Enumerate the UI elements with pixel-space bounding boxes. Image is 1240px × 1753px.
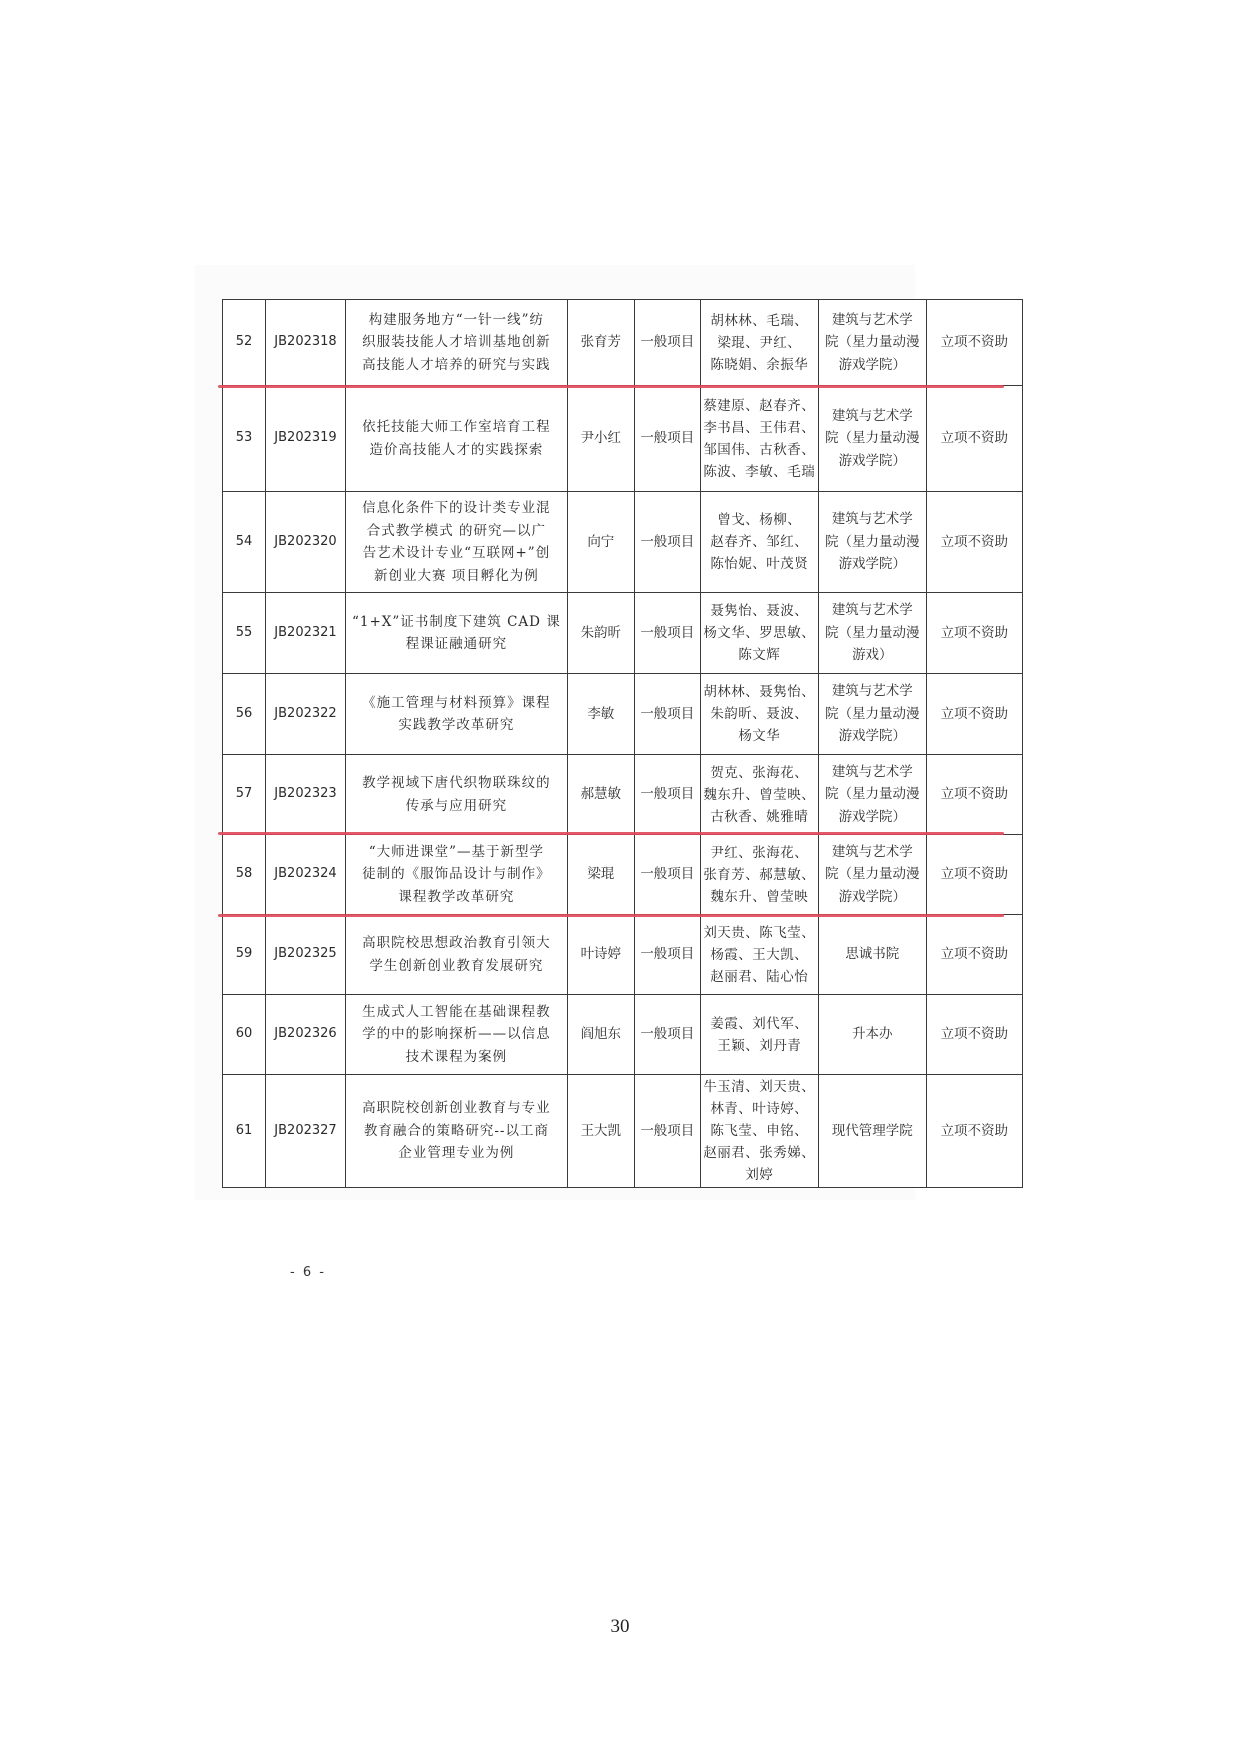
- row-number-cell: 58: [223, 835, 266, 915]
- project-title-line: 生成式人工智能在基础课程教: [362, 1003, 551, 1020]
- result-cell: 立项不资助: [926, 1075, 1022, 1188]
- row-number-cell: 56: [223, 674, 266, 755]
- project-members-cell: [700, 593, 818, 674]
- result-cell: 立项不资助: [926, 755, 1022, 835]
- project-members-line: 杨霞、王大凯、: [710, 946, 809, 963]
- row-number-cell: 57: [223, 755, 266, 835]
- project-members-line: 刘天贵、陈飞莹、: [703, 924, 816, 941]
- project-category-cell: 一般项目: [634, 674, 700, 755]
- department-line: 游戏学院）: [838, 888, 907, 905]
- project-members-line: 古秋香、姚雅晴: [710, 808, 809, 825]
- table-row: [223, 835, 1023, 915]
- project-title-line: 构建服务地方“一针一线”纺: [368, 311, 545, 328]
- table-row: [223, 300, 1023, 386]
- highlight-line-3: [218, 914, 1004, 917]
- project-members-line: 牛玉清、刘天贵、: [703, 1079, 816, 1095]
- project-title-line: 实践教学改革研究: [398, 717, 515, 733]
- project-code-cell: JB202327: [266, 1075, 346, 1188]
- project-title-line: 造价高技能人才的实践探索: [369, 441, 544, 458]
- project-title-cell: [346, 995, 568, 1075]
- project-table: [222, 299, 1023, 1188]
- project-members-line: 姜霞、刘代军、: [710, 1015, 809, 1032]
- project-members-line: 陈晓娟、余振华: [710, 356, 809, 373]
- project-title-line: 合式教学模式 的研究—以广: [366, 522, 547, 539]
- project-category-cell: 一般项目: [634, 386, 700, 492]
- project-leader-cell: 梁琨: [567, 835, 634, 915]
- project-members-line: 曾戈、杨柳、: [717, 512, 802, 528]
- department-cell: [818, 915, 926, 995]
- row-number-cell: 54: [223, 492, 266, 593]
- department-cell: [818, 835, 926, 915]
- project-title-cell: [346, 674, 568, 755]
- project-title-line: 课程教学改革研究: [398, 888, 515, 905]
- project-category-cell: 一般项目: [634, 593, 700, 674]
- project-title-line: 技术课程为案例: [405, 1048, 508, 1065]
- project-title-line: 企业管理专业为例: [398, 1145, 515, 1162]
- project-title-cell: [346, 1075, 568, 1188]
- project-members-line: 林青、叶诗婷、: [710, 1101, 809, 1117]
- department-cell: [818, 755, 926, 835]
- project-category-cell: 一般项目: [634, 1075, 700, 1188]
- project-title-line: 信息化条件下的设计类专业混: [362, 500, 551, 516]
- project-title-line: 程课证融通研究: [405, 636, 508, 652]
- project-members-cell: [700, 674, 818, 755]
- project-members-line: 刘婷: [745, 1167, 774, 1183]
- project-members-line: 尹红、张海花、: [710, 844, 809, 861]
- project-category-cell: 一般项目: [634, 995, 700, 1075]
- project-code-cell: JB202324: [266, 835, 346, 915]
- table-body: [223, 300, 1023, 1188]
- highlight-line-1: [218, 385, 1004, 388]
- department-line: 院（星力量动漫: [825, 624, 920, 641]
- row-number-cell: 55: [223, 593, 266, 674]
- project-title-cell: [346, 492, 568, 593]
- project-members-cell: [700, 300, 818, 386]
- project-members-cell: [700, 1075, 818, 1188]
- project-category-cell: 一般项目: [634, 300, 700, 386]
- project-title-line: 教育融合的策略研究--以工商: [363, 1122, 549, 1139]
- department-line: 建筑与艺术学: [831, 311, 913, 328]
- department-line: 院（星力量动漫: [825, 430, 920, 447]
- project-members-line: 陈怡妮、叶茂贤: [710, 556, 809, 572]
- table-row: [223, 755, 1023, 835]
- project-category-cell: 一般项目: [634, 835, 700, 915]
- project-code-cell: JB202319: [266, 386, 346, 492]
- project-code-cell: JB202321: [266, 593, 346, 674]
- project-members-line: 赵丽君、陆心怡: [710, 968, 809, 985]
- project-category-cell: 一般项目: [634, 915, 700, 995]
- project-code-cell: JB202325: [266, 915, 346, 995]
- result-cell: 立项不资助: [926, 915, 1022, 995]
- project-leader-cell: 阎旭东: [567, 995, 634, 1075]
- department-line: 院（星力量动漫: [825, 334, 920, 351]
- project-members-cell: [700, 995, 818, 1075]
- project-title-line: 织服装技能人才培训基地创新: [362, 334, 551, 351]
- project-title-line: 新创业大赛 项目孵化为例: [374, 567, 539, 584]
- project-members-line: 陈文辉: [738, 647, 781, 663]
- page-number: 30: [610, 1616, 630, 1637]
- result-cell: 立项不资助: [926, 674, 1022, 755]
- row-number-cell: 61: [223, 1075, 266, 1188]
- department-line: 院（星力量动漫: [825, 705, 920, 722]
- project-category-cell: 一般项目: [634, 755, 700, 835]
- department-line: 游戏学院）: [838, 556, 907, 573]
- project-members-line: 魏东升、曾莹映、: [703, 786, 816, 803]
- project-code-cell: JB202318: [266, 300, 346, 386]
- project-code-cell: JB202326: [266, 995, 346, 1075]
- project-members-cell: [700, 835, 818, 915]
- project-title-cell: [346, 593, 568, 674]
- department-line: 院（星力量动漫: [825, 786, 920, 803]
- table-row: [223, 492, 1023, 593]
- row-number-cell: 52: [223, 300, 266, 386]
- project-members-line: 王颖、刘丹青: [717, 1037, 802, 1054]
- department-line: 游戏）: [852, 647, 893, 664]
- project-members-line: 杨文华、罗思敏、: [703, 625, 816, 641]
- department-line: 建筑与艺术学: [831, 683, 913, 700]
- department-cell: [818, 995, 926, 1075]
- highlight-line-2: [218, 832, 1004, 835]
- project-members-line: 邹国伟、古秋香、: [703, 441, 816, 458]
- inner-page-number: - 6 -: [290, 1265, 326, 1280]
- project-title-cell: [346, 755, 568, 835]
- project-members-line: 胡林林、毛瑞、: [710, 312, 809, 329]
- department-line: 思诚书院: [845, 946, 900, 963]
- department-line: 院（星力量动漫: [825, 533, 920, 550]
- project-members-line: 陈波、李敏、毛瑞: [703, 463, 816, 480]
- department-cell: [818, 386, 926, 492]
- project-title-line: 高职院校创新创业教育与专业: [362, 1100, 551, 1117]
- project-title-line: 高职院校思想政治教育引领大: [362, 935, 551, 951]
- project-title-line: 《施工管理与材料预算》课程: [362, 694, 551, 711]
- result-cell: 立项不资助: [926, 386, 1022, 492]
- project-code-cell: JB202322: [266, 674, 346, 755]
- row-number-cell: 53: [223, 386, 266, 492]
- project-code-cell: JB202320: [266, 492, 346, 593]
- department-cell: [818, 1075, 926, 1188]
- project-title-line: 学的中的影响探析——以信息: [362, 1026, 551, 1043]
- table-row: [223, 915, 1023, 995]
- department-line: 建筑与艺术学: [831, 511, 913, 528]
- project-members-line: 魏东升、曾莹映: [710, 888, 809, 905]
- project-title-line: 徒制的《服饰品设计与制作》: [362, 866, 551, 883]
- project-members-line: 赵丽君、张秀娣、: [703, 1145, 816, 1161]
- project-members-cell: [700, 915, 818, 995]
- department-line: 建筑与艺术学: [831, 763, 913, 780]
- project-title-cell: [346, 915, 568, 995]
- project-members-line: 陈飞莹、申铭、: [710, 1123, 809, 1139]
- project-title-cell: [346, 386, 568, 492]
- project-members-line: 赵春齐、邹红、: [710, 534, 809, 550]
- project-title-cell: [346, 835, 568, 915]
- table-row: [223, 674, 1023, 755]
- department-line: 院（星力量动漫: [825, 866, 920, 883]
- project-members-line: 贺克、张海花、: [710, 764, 809, 781]
- project-members-line: 李书昌、王伟君、: [703, 419, 816, 436]
- result-cell: 立项不资助: [926, 995, 1022, 1075]
- project-members-line: 梁琨、尹红、: [717, 334, 802, 351]
- project-members-cell: [700, 492, 818, 593]
- project-title-line: 传承与应用研究: [405, 797, 508, 814]
- project-members-line: 朱韵昕、聂波、: [710, 706, 809, 722]
- result-cell: 立项不资助: [926, 835, 1022, 915]
- project-code-cell: JB202323: [266, 755, 346, 835]
- row-number-cell: 59: [223, 915, 266, 995]
- project-leader-cell: 郝慧敏: [567, 755, 634, 835]
- table-row: [223, 1075, 1023, 1188]
- project-title-line: 告艺术设计专业“互联网+”创: [362, 545, 551, 561]
- result-cell: 立项不资助: [926, 593, 1022, 674]
- project-title-line: 高技能人才培养的研究与实践: [362, 356, 551, 373]
- project-leader-cell: 尹小红: [567, 386, 634, 492]
- project-title-line: “1+X”证书制度下建筑 CAD 课: [352, 613, 561, 630]
- project-members-line: 蔡建原、赵春齐、: [703, 397, 816, 414]
- project-leader-cell: 李敏: [567, 674, 634, 755]
- department-line: 游戏学院）: [838, 808, 907, 825]
- project-members-cell: [700, 755, 818, 835]
- project-title-line: “大师进课堂”—基于新型学: [368, 843, 545, 860]
- project-members-line: 胡林林、聂隽怡、: [703, 684, 816, 700]
- department-line: 现代管理学院: [831, 1122, 913, 1139]
- project-leader-cell: 朱韵昕: [567, 593, 634, 674]
- department-cell: [818, 593, 926, 674]
- department-line: 建筑与艺术学: [831, 843, 913, 860]
- department-line: 游戏学院）: [838, 356, 907, 373]
- row-number-cell: 60: [223, 995, 266, 1075]
- department-line: 游戏学院）: [838, 728, 907, 745]
- project-members-cell: [700, 386, 818, 492]
- project-category-cell: 一般项目: [634, 492, 700, 593]
- department-line: 建筑与艺术学: [831, 602, 913, 619]
- project-title-cell: [346, 300, 568, 386]
- department-cell: [818, 300, 926, 386]
- table-row: [223, 386, 1023, 492]
- department-line: 升本办: [852, 1026, 893, 1043]
- project-title-line: 依托技能大师工作室培育工程: [362, 419, 551, 435]
- project-title-line: 学生创新创业教育发展研究: [369, 957, 544, 974]
- project-leader-cell: 王大凯: [567, 1075, 634, 1188]
- project-leader-cell: 叶诗婷: [567, 915, 634, 995]
- project-members-line: 杨文华: [738, 728, 781, 744]
- table-row: [223, 593, 1023, 674]
- result-cell: 立项不资助: [926, 300, 1022, 386]
- department-line: 游戏学院）: [838, 452, 907, 469]
- result-cell: 立项不资助: [926, 492, 1022, 593]
- project-leader-cell: 张育芳: [567, 300, 634, 386]
- project-members-line: 张育芳、郝慧敏、: [703, 866, 816, 883]
- department-line: 建筑与艺术学: [831, 407, 913, 424]
- project-title-line: 教学视域下唐代织物联珠纹的: [362, 775, 551, 791]
- department-cell: [818, 674, 926, 755]
- project-members-line: 聂隽怡、聂波、: [710, 603, 809, 619]
- project-leader-cell: 向宁: [567, 492, 634, 593]
- table-row: [223, 995, 1023, 1075]
- department-cell: [818, 492, 926, 593]
